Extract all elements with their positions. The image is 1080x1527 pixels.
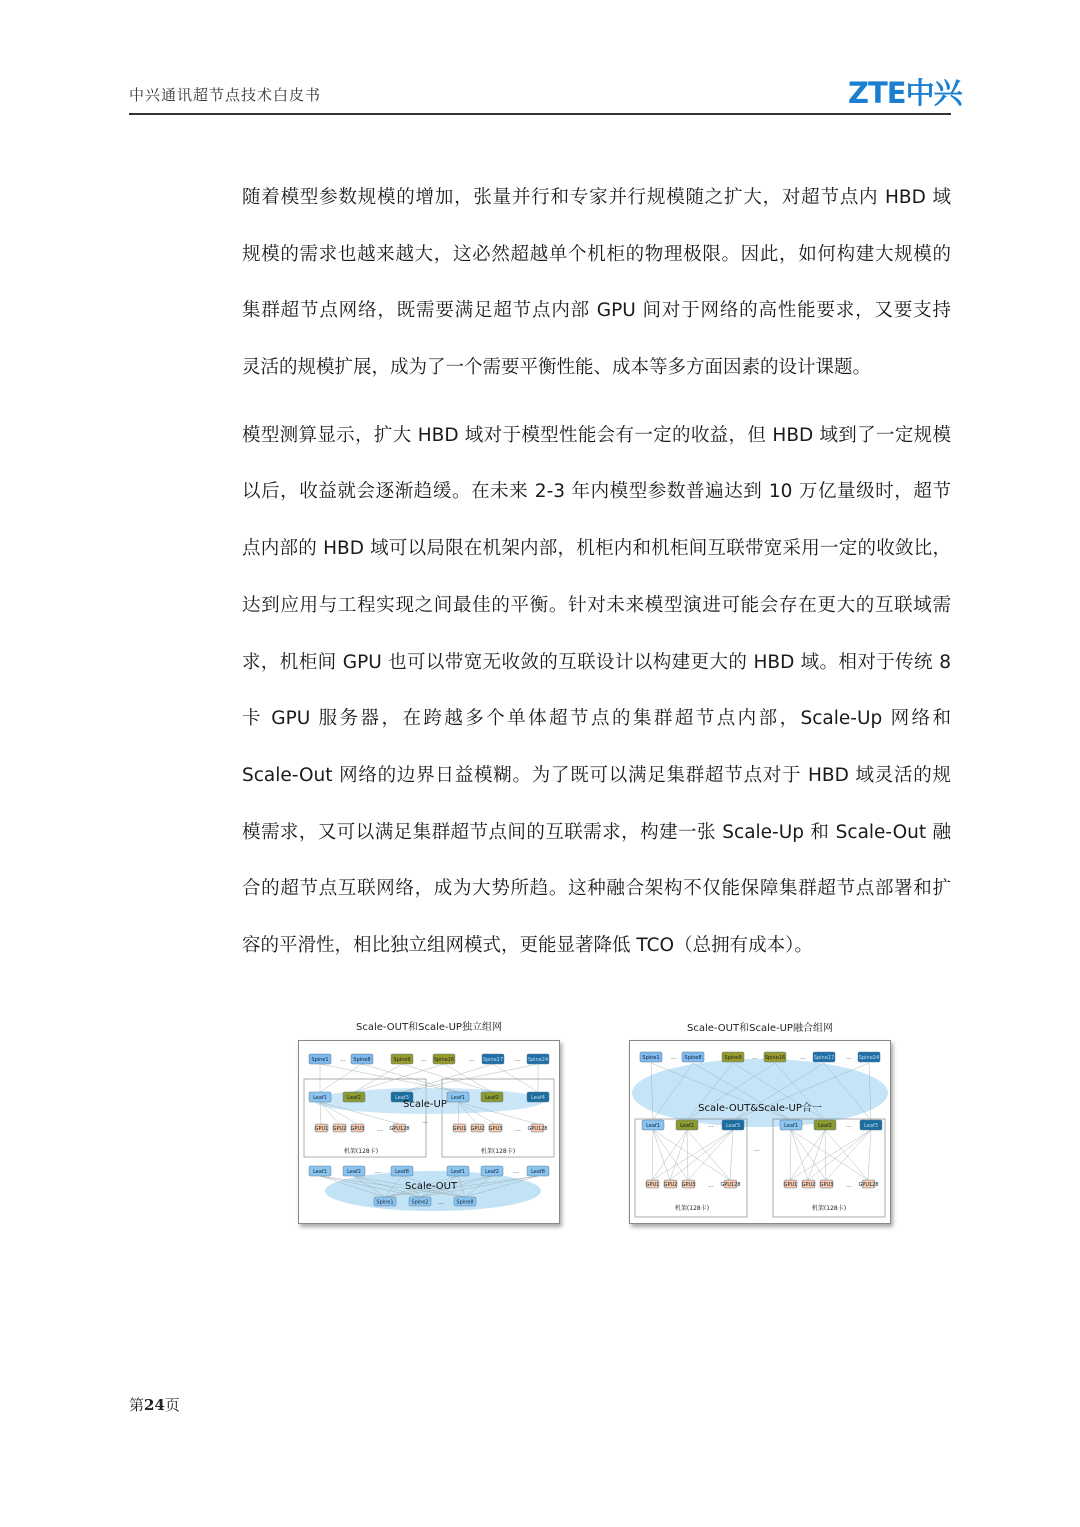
link-line (652, 1130, 653, 1180)
scale-out-label: Scale-OUT (405, 1181, 458, 1192)
rack-label: 机架(128卡) (480, 1148, 516, 1155)
rack-leaf-node-label: Leaf1 (313, 1095, 327, 1101)
page-number-prefix: 第 (129, 1396, 145, 1414)
link-line (493, 1064, 538, 1092)
merged-halo (632, 1059, 888, 1127)
ellipsis-text: ... (438, 1199, 444, 1206)
gpu-node-label: GPU128 (858, 1182, 879, 1188)
gpu-node-label: GPU3 (681, 1182, 696, 1188)
text-line: 随着模型参数规模的增加，张量并行和专家并行规模随之扩大，对超节点内 HBD 域 (242, 187, 951, 208)
independent-network-diagram (299, 1041, 559, 1223)
figure-title-right: Scale-OUT和Scale-UP融合组网 (687, 1023, 833, 1034)
page-number-value: 24 (144, 1396, 165, 1414)
link-line (670, 1130, 687, 1180)
figure-title-left: Scale-OUT和Scale-UP独立组网 (356, 1022, 502, 1033)
link-line (791, 1130, 868, 1180)
ellipsis-text: ... (422, 1118, 428, 1125)
link-line (354, 1064, 402, 1092)
rack-label: 机架(128卡) (811, 1205, 847, 1212)
ellipsis-text: ... (754, 1146, 760, 1153)
merged-label: Scale-OUT&Scale-UP合一 (698, 1103, 822, 1114)
rack-leaf-node-label: Leaf2 (347, 1095, 361, 1101)
link-line (652, 1130, 687, 1180)
text-line: 模需求，又可以满足集群超节点间的互联需求，构建一张 Scale-Up 和 Scale-Out 融 (242, 821, 951, 843)
ellipsis-text: ... (846, 1182, 852, 1189)
zte-logo: ZTE中兴 (848, 75, 962, 110)
bottom-leaf-node-label: Leaf1 (313, 1169, 327, 1175)
ellipsis-text: ... (377, 1126, 383, 1133)
text-line: 以后，收益就会逐渐趋缓。在未来 2-3 年内模型参数普遍达到 10 万亿量级时，超节 (242, 481, 951, 503)
ellipsis-text: ... (375, 1168, 381, 1175)
link-line (444, 1064, 492, 1092)
paragraph (242, 416, 951, 983)
diagram-frame-right (629, 1040, 891, 1224)
rack-leaf-node-label: Leaf4 (531, 1095, 545, 1101)
spine-node-label: Spine8 (684, 1055, 702, 1061)
link-line (653, 1130, 730, 1180)
link-line (402, 1064, 538, 1092)
spine-node-label: Spine17 (482, 1057, 504, 1063)
text-line: 达到应用与工程实现之间最佳的平衡。针对未来模型演进可能会存在更大的互联域需 (242, 594, 951, 616)
link-line (652, 1130, 733, 1180)
link-line (688, 1130, 733, 1180)
bottom-leaf-node-label: Leaf8 (395, 1169, 409, 1175)
gpu-node-label: GPU2 (663, 1182, 678, 1188)
gpu-node-label: GPU2 (332, 1126, 347, 1132)
paragraph (242, 178, 951, 405)
link-line (826, 1130, 871, 1180)
spine-node-label: Spine24 (858, 1055, 880, 1061)
link-line (354, 1064, 444, 1092)
rack-leaf-node-label: Leaf2 (818, 1123, 832, 1129)
gpu-node-label: GPU1 (783, 1182, 798, 1188)
ellipsis-text: ... (515, 1126, 521, 1133)
rack-label: 机架(128卡) (674, 1205, 710, 1212)
link-line (653, 1130, 670, 1180)
gpu-node-label: GPU128 (527, 1126, 548, 1132)
page-number-suffix: 页 (164, 1396, 180, 1414)
rack-leaf-node-label: Leaf1 (784, 1123, 798, 1129)
gpu-node-label: GPU1 (452, 1126, 467, 1132)
rack-leaf-node-label: Leaf1 (646, 1123, 660, 1129)
link-line (790, 1130, 791, 1180)
link-line (730, 1130, 733, 1180)
bottom-spine-node-label: Spine2 (411, 1199, 429, 1206)
document-header-title: 中兴通讯超节点技术白皮书 (129, 86, 322, 104)
gpu-node-label: GPU3 (350, 1126, 365, 1132)
rack-leaf-node-label: Leaf3 (864, 1123, 878, 1129)
bottom-spine-node-label: Spine8 (456, 1199, 474, 1206)
gpu-node-label: GPU1 (314, 1126, 329, 1132)
bottom-leaf-node-label: Leaf8 (531, 1169, 545, 1175)
text-line: 集群超节点网络，既需要满足超节点内部 GPU 间对于网络的高性能要求，又要支持 (242, 300, 951, 322)
bottom-leaf-node-label: Leaf1 (451, 1169, 465, 1175)
link-line (825, 1130, 826, 1180)
spine-node-label: Spine1 (311, 1057, 329, 1063)
text-line: Scale-Out 网络的边界日益模糊。为了既可以满足集群超节点对于 HBD 域灵活的规 (242, 764, 951, 786)
link-line (868, 1130, 871, 1180)
rack-frame-b (773, 1119, 885, 1217)
bottom-spine-node-label: Spine1 (376, 1199, 394, 1206)
ellipsis-text: ... (846, 1122, 852, 1129)
link-line (790, 1130, 871, 1180)
rack-leaf-node-label: Leaf3 (726, 1123, 740, 1129)
rack-leaf-node-label: Leaf3 (395, 1095, 409, 1101)
gpu-node-label: GPU128 (389, 1126, 410, 1132)
link-line (687, 1130, 688, 1180)
ellipsis-text: ... (421, 1056, 427, 1063)
ellipsis-text: ... (708, 1122, 714, 1129)
ellipsis-text: ... (515, 1056, 521, 1063)
ellipsis-text: ... (752, 1054, 758, 1061)
link-line (791, 1130, 826, 1180)
gpu-node-label: GPU128 (720, 1182, 741, 1188)
gpu-node-label: GPU1 (645, 1182, 660, 1188)
spine-node-label: Spine16 (764, 1055, 786, 1061)
link-line (362, 1064, 458, 1092)
text-line: 灵活的规模扩展，成为了一个需要平衡性能、成本等多方面因素的设计课题。 (242, 357, 872, 379)
rack-leaf-node-label: Leaf1 (451, 1095, 465, 1101)
spine-node-label: Spine16 (433, 1057, 455, 1063)
spine-node-label: Spine17 (813, 1055, 835, 1061)
spine-node-label: Spine9 (724, 1055, 742, 1061)
gpu-node-label: GPU2 (470, 1126, 485, 1132)
gpu-node-label: GPU2 (801, 1182, 816, 1188)
link-line (808, 1130, 825, 1180)
rack-frame-a (635, 1119, 747, 1217)
spine-node-label: Spine24 (527, 1057, 549, 1063)
diagram-frame-left (298, 1040, 560, 1224)
bottom-leaf-node-label: Leaf2 (485, 1169, 499, 1175)
rack-leaf-node-label: Leaf2 (680, 1123, 694, 1129)
link-line (791, 1130, 808, 1180)
spine-node-label: Spine8 (353, 1057, 371, 1063)
bottom-leaf-node-label: Leaf2 (347, 1169, 361, 1175)
spine-node-label: Spine9 (393, 1057, 411, 1063)
ellipsis-text: ... (513, 1168, 519, 1175)
link-line (653, 1130, 688, 1180)
scale-up-label: Scale-UP (403, 1099, 447, 1110)
text-line: 合的超节点互联网络，成为大势所趋。这种融合架构不仅能保障集群超节点部署和扩 (242, 878, 951, 900)
text-line: 卡 GPU 服务器，在跨越多个单体超节点的集群超节点内部，Scale-Up 网络和 (242, 708, 951, 730)
text-line: 容的平滑性，相比独立组网模式，更能显著降低 TCO（总拥有成本）。 (242, 934, 813, 956)
ellipsis-text: ... (800, 1054, 806, 1061)
gpu-node-label: GPU3 (488, 1126, 503, 1132)
header-divider (129, 113, 951, 115)
spine-node-label: Spine1 (642, 1055, 660, 1061)
text-line: 求，机柜间 GPU 也可以带宽无收敛的互联设计以构建更大的 HBD 域。相对于传统 8 (242, 651, 951, 673)
ellipsis-text: ... (708, 1182, 714, 1189)
ellipsis-text: ... (671, 1054, 677, 1061)
rack-leaf-node-label: Leaf2 (485, 1095, 499, 1101)
link-line (790, 1130, 825, 1180)
text-line: 规模的需求也越来越大，这必然超越单个机柜的物理极限。因此，如何构建大规模的 (242, 243, 951, 265)
ellipsis-text: ... (469, 1056, 475, 1063)
text-line: 模型测算显示，扩大 HBD 域对于模型性能会有一定的收益，但 HBD 域到了一定规模 (242, 424, 951, 446)
ellipsis-text: ... (340, 1056, 346, 1063)
body-text (242, 178, 951, 983)
ellipsis-text: ... (846, 1054, 852, 1061)
text-line: 点内部的 HBD 域可以局限在机架内部，机柜内和机柜间互联带宽采用一定的收敛比， (242, 538, 951, 560)
converged-network-diagram (630, 1041, 890, 1223)
gpu-node-label: GPU3 (819, 1182, 834, 1188)
page-number (129, 1394, 180, 1415)
rack-label: 机架(128卡) (343, 1148, 379, 1155)
